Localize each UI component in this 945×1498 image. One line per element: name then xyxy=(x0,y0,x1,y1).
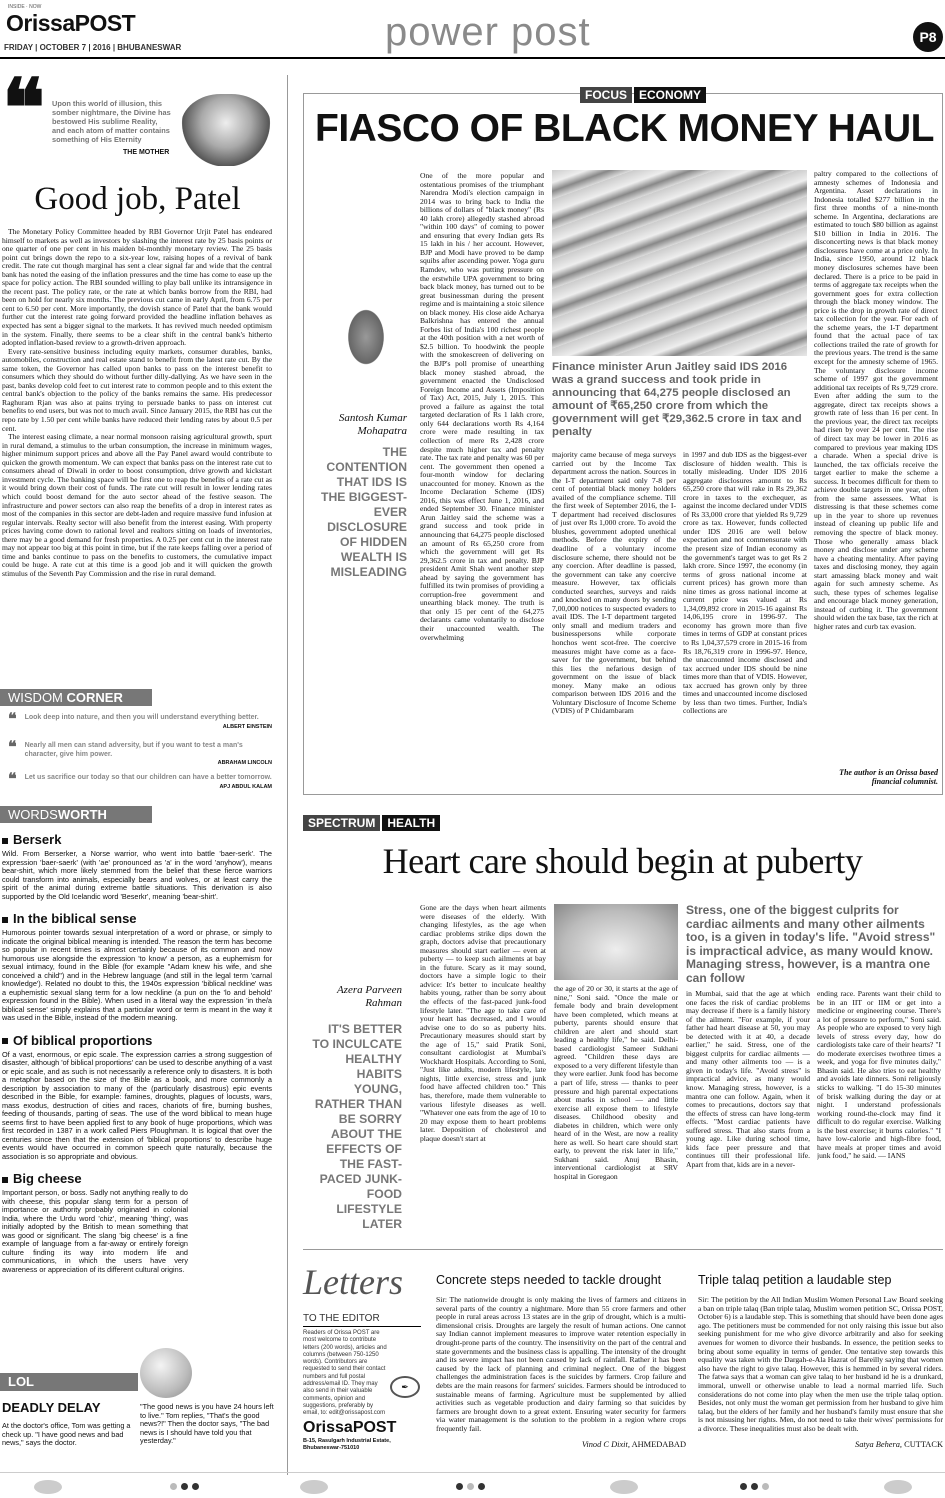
lol-text-1: At the doctor's office, Tom was getting a check up. "I have good news and bad news," says the doctor. xyxy=(2,1421,131,1448)
wordsworth-list xyxy=(2,828,272,1348)
focus-photo-caption: Finance minister Arun Jaitley said IDS 2016 was a grand success and took pride in announcing that 64,275 people disclosed an amount of ₹65,250 crore from which the government will get ₹29,362.5 crore in tax and penalty xyxy=(552,361,802,438)
spectrum-tags xyxy=(303,814,440,832)
focus-col-3: in 1997 and dub IDS as the biggest-ever disclosure of hidden wealth. This is totally misleading. Under IDS 2016 aggregate disclosures amount to Rs 65,250 crore that will rake in Rs 29,362 crore in taxes to the exchequer, as against the income declared under VDIS of Rs 33,000 crore that yielded Rs 9,729 crore as tax. However, funds collected under IDS 2016 are well below expectation and not commensurate with the present size of Indian economy as the government's target was to get Rs 2 lakh crore. Since 1997, the economy (in terms of gross national income at current prices) has grown more than nine times as gross national income at current price was valued at Rs 1,34,09,892 crore in 2015-16 against Rs 14,06,195 crore in 1996-97. The economy has grown more than five times in terms of GDP at constant prices to Rs 1,04,37,579 crore in 2015-16 from Rs 18,76,319 crore in 1996-97. Hence, the unaccounted income disclosed and tax accrued under IDS should be nine times more than that of VDIS. However, tax accrued has grown only by three times and unaccounted income disclosed by less than two times. Further, India's collections are xyxy=(683,451,807,716)
letters-divider xyxy=(303,1249,943,1250)
registration-dots xyxy=(740,1483,769,1490)
wisdom-corner-header xyxy=(0,689,152,706)
registration-mark xyxy=(34,1480,62,1494)
page-number-badge: P8 xyxy=(913,22,943,52)
registration-dots xyxy=(456,1483,485,1490)
heart-hands-photo xyxy=(554,904,678,980)
dot xyxy=(740,1483,747,1490)
pen-icon: ✒ xyxy=(390,1376,420,1398)
letters-address: B-15, Rasulgarh Industrial Estate, Bhubaneswar-751010 xyxy=(303,1438,391,1451)
dot xyxy=(181,1483,188,1490)
entry-text: Important person, or boss. Sadly not anything really to do with cheese, this popular slang term for a person of importance or authority probably originated in colonial India, where the Urdu word 'chiz', meaning 'thing', was initially adopted by the British to mean something that was good or significant. The slang 'big cheese' is a fine example of language from a far-away or entirely foreign culture finding its way into modern life and communications, in which the users have very awareness or appreciation of its different cultural origins. xyxy=(2,1188,188,1274)
focus-headline: FIASCO OF BLACK MONEY HAUL xyxy=(315,107,934,150)
laughing-emoji-icon xyxy=(140,1348,192,1398)
tag-spectrum: SPECTRUM xyxy=(303,815,380,831)
quote-author: THE MOTHER xyxy=(123,149,170,156)
spectrum-caption: Stress, one of the biggest culprits for cardiac ailments and many other ailments too, is a given in today's life. "Avoid stress" is impractical advice, as many would know. Managing stress, however, is a mantra one can follow xyxy=(686,903,936,985)
lol-title: DEADLY DELAY xyxy=(2,1400,101,1415)
dot xyxy=(751,1483,758,1490)
wordsworth-header xyxy=(0,806,152,823)
logo-small: INSIDE · NOW xyxy=(8,4,42,10)
wisdom-text: Nearly all men can stand adversity, but if you want to test a man's character, give him power. xyxy=(24,742,243,758)
spectrum-col-2: the age of 20 or 30, it starts at the age of nine," Soni said. "Once the male or female body and brain development have been completed, which means at puberty, parents should ensure that children are alert and should start leading a healthy life," he said. Delhi-based cardiologist Sameer Sukhani agreed. "Children these days are exposed to a very different lifestyle than they were earlier. Junk food has become a part of life, stress — thanks to peer pressure and high parental expectations about marks in school — and little exercise all expose them to lifestyle diseases. Childhood obesity and diabetes in children, which were only heard of in the West, are now a reality here as well. So heart care should start early, to prevent the risk later in life," Sukhani said. Anuj Bhasin, interventional cardiologist at SRV hospital in Goregaon xyxy=(554,985,678,1182)
letters-info: Readers of Orissa POST are most welcome to contribute letters (200 words), articles and columns (between 750-1250 words). Contributors are requested to send their contact numbers and full postal address/email ID. They may also send in their valuable comments, opinion and suggestions, preferably by email, to: edit@orissapost.com xyxy=(303,1330,387,1417)
wisdom-item xyxy=(8,739,272,770)
spectrum-col-3: in Mumbai, said that the age at which one faces the risk of cardiac problems may decrease if there is a family history of the ailment. "For example, if your father had heart disease at 50, you may be detected with it at 40, a decade earlier," he said. Stress, one of the biggest culprits for cardiac ailments — and many other ailments too — is a given in today's life. "Avoid stress" is impractical advice, as many would know. Managing stress, however, is a mantra one can follow. Again, when it comes to precautions, doctors say that the effects of stress can have long-term effects. "Most cardiac patients have suffered stress. That also starts from a young age. Like during school time, kids face peer pressure and that continues till their professional life. Apart from that, kids are in a never- xyxy=(686,990,810,1169)
spectrum-headline: Heart care should begin at puberty xyxy=(382,841,863,881)
wisdom-text: Look deep into nature, and then you will understand everything better. xyxy=(24,714,259,721)
editorial-para: The Monetary Policy Committee headed by RBI Governor Urjit Patel has endeared himself to markets as well as investors by slashing the interest rate by 25 basis points or one quarter of one per cent in his maiden bi-monthly monetary review. The 25 basis point cut brings down the repo to a six-year low, raising hopes of a revival of bank credit. The rate cut though marginal has sent a clear signal far and wide that the central bank has noted the easing of the inflation pressures and the time has come to ease up the space for policy action. The RBI sounded willing to play ball unlike its intransigence in the recent past. The policy rate, or the rate at which banks borrow from the RBI, had been on hold for nearly six months. The previous cut came in early April, from 6.75 per cent to 6.50 per cent. More importantly, the dovish stance of Patel that the bank would further cut the interest rate going forward provided the headline inflation behaves as expected has sent a bigger signal to the markets. It has revived much needed optimism in the system. Finally, there seems to be a clear shift in the central bank's hitherto adopted inflation-based review to a growth-driven approach. xyxy=(2,228,272,348)
dot xyxy=(478,1483,485,1490)
focus-author-note: The author is an Orissa based financial columnist. xyxy=(839,768,938,786)
rupee-notes-photo xyxy=(552,170,807,356)
letters-title: Letters xyxy=(303,1262,404,1302)
registration-mark xyxy=(300,1480,328,1494)
editorial-para: Every rate-sensitive business including equity markets, consumer durables, banks, automobiles, construction and real estate stand to benefit from the latest rate cut. By the same token, the Governor has called upon banks to pass on the interest benefit to consumers which they should do without further dilly-dallying. As we have seen in the past, banks develop cold feet to cut interest rate to common people and to this extent the central bank's objection to the policy of the banks remains the same. His predecessor Raghuram Rjan was also at pains trying to persuade banks to pass on interest cut benefits to end users, but was not to much avail. Since January 2015, the RBI has cut the repo rate by 1.50 per cent while banks have reduced their lending rates by about 0.5 per cent. xyxy=(2,346,272,433)
letter-2-place: CUTTACK xyxy=(904,1440,943,1449)
letters-subtitle: TO THE EDITOR xyxy=(303,1313,380,1324)
tag-economy: ECONOMY xyxy=(634,87,706,103)
lol-header: LOL xyxy=(0,1373,138,1391)
focus-pull-quote: THE CONTENTION THAT IDS IS THE BIGGEST-EVER DISCLOSURE OF HIDDEN WEALTH IS MISLEADING xyxy=(321,445,407,579)
wisdom-text: Let us sacrifice our today so that our children can have a better tomorrow. xyxy=(24,774,272,781)
dateline: FRIDAY | OCTOBER 7 | 2016 | BHUBANESWAR xyxy=(4,43,182,52)
editorial-title: Good job, Patel xyxy=(34,181,241,217)
entry-heading: Berserk xyxy=(2,832,272,847)
spectrum-pull-quote: IT'S BETTER TO INCULCATE HEALTHY HABITS YOUNG, RATHER THAN BE SORRY ABOUT THE EFFECTS OF THE FAST-PACED JUNK-FOOD LIFESTYLE LATER xyxy=(312,1022,402,1231)
focus-col-1: One of the more popular and ostentatious promises of the triumphant Narendra Modi's election campaign in 2014 was to bring back to India the billions of dollars of "black money" (Rs 40 lakh crore) allegedly stashed abroad "within 100 days" of coming to power and ensuring that every Indian gets Rs 15 lakh in his / her account. However, BJP and Modi have proved to be damp squibs after ascending power. Yoga guru Ramdev, who was putting pressure on the erstwhile UPA government to bring back black money, has turned out to be great businessman during the present regime and is maintaining a stoic silence on black money. His close aide Acharya Balkrishna has entered the annual Forbes list of India's 100 richest people at the 40th position with a net worth of $2.5 billion. To hoodwink the people with the smokescreen of delivering on the BJP's poll promise of unearthing black money stashed abroad, the government enacted the Undisclosed Foreign Income and Assets (Imposition of Tax) Act, 2015, July 1, 2015. This proved a failure as against the total targeted declaration of Rs 1 lakh crore, only 644 declarations worth Rs 4,164 crore were made resulting in tax collection of mere Rs 2,428 crore despite much higher tax and penalty rate. The tax rate and penalty was 60 per cent. The government then opened a four-month window for declaring unaccounted for money. Known as the Income Declaration Scheme (IDS) 2016, this was effect June 1, 2016, and ended September 30. Finance minister Arun Jaitley said the scheme was a grand success and took pride in announcing that 64,275 people disclosed an amount of Rs 65,250 crore from which the government will get Rs 29,362.5 crore in tax and penalty. BJP president Amit Shah went another step ahead by saying the government has fulfilled its twin promises of providing a corruption-free government and unearthing black money. The truth is that only 15 per cent of the 64,275 declarants came voluntarily to disclose their unaccounted wealth. The overwhelming xyxy=(420,172,544,642)
quote-icon: ❝ xyxy=(8,771,17,788)
section-title: power post xyxy=(385,10,591,54)
entry-text: Wild. From Berserker, a Norse warrior, who went into battle 'baer-serk'. The expression 'baer-saerk' (with 'ae' pronounced as 'a' in the word 'anyhow'), means bear-shirt, which more likely stemmed from the belief that these fierce warriors could transform into animals, especially bears and wolves, or at least carry the spirit of the animal during extreme battle situations. This derivation is also supported by the Old Icelandic word 'Beserkr', meaning 'bear-shirt'. xyxy=(2,849,272,901)
wisdom-author: ABRAHAM LINCOLN xyxy=(217,760,272,766)
entry-text: Of a vast, enormous, or epic scale. The expression carries a strong suggestion of disaster, although 'of biblical proportions' can be used to describe anything of a vast or epic scale, and as such is not necessarily a reference only to disasters. It is both a metaphor based on the size of the Bible as a book, and more commonly a description by association to many of the (particularly disastrous) epic events described in the Bible, for example: famines, droughts, plagues of locusts, wars, mass exodus, destruction of cities and races, chariots of fire, burning bushes, feeding of thousands, parting of seas. The use of the word biblical to mean huge seems first to have been applied first to any book of huge proportions, which was first recorded in 1387 in a work called Piers Ploughman. It is logical that over the centuries since then that the extension of 'biblical proportions' to describe huge events would have occurred in common speech quite naturally, because the association is so appropriate and obvious. xyxy=(2,1049,272,1161)
dot xyxy=(192,1483,199,1490)
dot xyxy=(170,1483,177,1490)
wisdom-item xyxy=(8,771,272,800)
focus-byline-2: Mohapatra xyxy=(357,425,407,437)
wisdom-list xyxy=(8,711,272,800)
dot xyxy=(456,1483,463,1490)
quote-mark-icon: ❝ xyxy=(2,66,46,154)
spectrum-col-4: ending race. Parents want their child to be in an IIT or IIM or get into a medicine or engineering course. There's a lot of pressure to perform," Soni said. As people who are exposed to very high levels of stress every day, how do cardiologists take care of their hearts? "I do moderate exercises twothree times a week, and yoga for five minutes daily," Bhasin said. He also tries to eat healthy and avoids late dinners. Soni religiously sticks to walking. "I do 15-30 minutes of brisk walking during the day or at night. I understand professionals working round-the-clock may find it difficult to do regular exercise. Walking is the best exercise; it burns calories." "I have low-calorie and high-fibre food, have meals at proper times and avoid junk food," he said. — IANS xyxy=(817,990,941,1161)
entry-heading: In the biblical sense xyxy=(2,911,272,926)
wisdom-title-a: WISDOM xyxy=(8,690,63,705)
letter-1-title: Concrete steps needed to tackle drought xyxy=(436,1273,662,1287)
dot xyxy=(762,1483,769,1490)
tag-focus: FOCUS xyxy=(580,87,632,103)
lol-text-2: "The good news is you have 24 hours left to live." Tom replies, "That's the good news?!" Then the doctor says, "The bad news is I should have told you that yesterday." xyxy=(140,1402,274,1446)
focus-col-4: paltry compared to the collections of amnesty schemes of Indonesia and Argentina. Asset declarations in Indonesia totalled $277 billion in the first three months of a nine-month scheme. In Argentina, declarations are estimated to touch $80 billion as against $10 billion in India in 2016. The disconcerting news is that black money disclosures have come at a price only. In India, since 1950, around 12 black money disclosures schemes have been declared. There is a price to be paid in terms of aggregate tax receipts when the government goes for extra collection through the black money window. The price is the drop in growth rate of direct tax collection for the year. For each of the scheme years, the I-T department found that the actual pace of tax collections trailed the rate of growth for the previous years. The trend is the same except for the amnesty scheme of 1965. The voluntary disclosure income scheme of 1997 got the government additional tax receipts of Rs 9,729 crore. Even after adding the sum to the aggregate, direct tax receipts shows a growth rate of less than 16 per cent. In the previous year, the direct tax receipts had risen by over 24 per cent. The rise of direct tax may be lower in 2016 as compared to previous year making IDS a charade. When a special drive is launched, the tax officials receive the target earlier to make the scheme a success. It becomes difficult for them to achieve double targets in one year, often from the same assessees. What is distressing is that these schemes come up in the year to shore up revenues instead of cleaning up public life and removing the spectre of black money. Those who generally amass black money and disclose under any scheme have a cheating mentality. After paying taxes and disclosing money, they again start amassing black money and wait again for such amnesty scheme. As such, these types of schemes legalise and encourage black money generation, instead of curbing it. The government should widen the tax base, tax the rich at higher rates and curb tax evasion. xyxy=(814,170,938,631)
entry-text: Humorous pointer towards sexual interpretation of a word or phrase, or simply to indicate the original biblical meaning is intended. The reason the term has become so popular in recent times is almost certainly because of its common and now humorous use alongside the expression 'to know' a person, as a euphemism for sexual intimacy, found in the Bible (for example "Adam knew his wife, and she conceived a child") and in the Hebrew language (and still in the legal term 'carnal knowledge'). Related no doubt to this, the 1940s expression 'biblical neckline' was a euphemistic sexual slang term for a low neckline (a pun on the 'lo and behold' expression found in the Bible). When used in a literal way the expression 'in the/a biblical sense' simply explains that a particular word or term is meant in the way it was used in the Bible, instead of the modern meaning. xyxy=(2,928,272,1022)
quote-icon: ❝ xyxy=(8,739,17,756)
editorial-para: The interest easing climate, a near normal monsoon raising agricultural growth, spurt in rural demand, a stimulus to the urban consumption, the increase in minimum wages, higher minimum support prices and above all the Pay Panel award would contribute to quicken the growth momentum. We can expect that banks pass on the interest rate cut to consumers ahead of Diwali in order to boost consumption, drive growth and kickstart investment cycle. The banking space will be first one to reap the benefits of a rate cut as it would bring down their cost of funds. The rate cut will result in lower lending rates which could boost demand for the auto sector ahead of the festive season. The infrastructure and power sectors can also reap the benefits of a drop in interest rates as most of the companies in this sector are debt-laden and require massive fund infusion at regular intervals. Realty sector will also benefit from the interest easing. With property prices having come down to rational level and realtors sitting on loads of inventories, there may be a good demand for fresh properties. A 0.25 per cent cut in the interest rate may not appear too big at this point in time, but if the rate keeps falling over a period of time and banks continue to pass on the benefits to customers, the cumulative impact could be huge. A rate cut at this time is a good job and it will quicken the growth stimulus of the Seventh Pay Commission and the rise in rural demand. xyxy=(2,432,272,578)
author-photo-mohapatra xyxy=(322,296,410,404)
letters-logo: OrissaPOST xyxy=(303,1419,397,1436)
wisdom-author: APJ ABDUL KALAM xyxy=(219,783,272,790)
letter-2-signature xyxy=(698,1440,943,1449)
footer-rule xyxy=(0,1472,945,1473)
spectrum-col-1: Gone are the days when heart ailments were diseases of the elderly. With changing lifestyles, as the age when cardiac problems strike dips down the graph, doctors advise that precautionary measures should start earlier — even at puberty — to keep such ailments at bay in the future. Scary as it may sound, doctors have a simple logic to their advice: It's better to inculcate healthy habits young, rather than be sorry about the effects of the fast-paced junk-food lifestyle later. "The age to take care of your heart has decreased, and I would advise one to do so as puberty hits. Precautionary measures should start by the age of 15," said Pratik Soni, consultant cardiologist at Mumbai's Wockhardt Hospitals. According to Soni, "Just like adults, modern lifestyle, late nights, little exercise, stress and junk food have affected children too." This has, therefore, made them vulnerable to various lifestyle diseases as well. "Whatever one eats from the age of 10 to 20 may expose them to heart problems later. Deposition of cholesterol and plaque doesn't start at xyxy=(420,904,546,1143)
dot xyxy=(467,1483,474,1490)
letters-subtitle-rule xyxy=(303,1326,421,1327)
letter-1-signature xyxy=(436,1440,686,1449)
wisdom-item xyxy=(8,711,272,740)
left-column-rule xyxy=(287,75,288,1475)
letter-2-title: Triple talaq petition a laudable step xyxy=(698,1273,892,1287)
entry-heading: Big cheese xyxy=(2,1171,272,1186)
letter-2-text: Sir: The petition by the All Indian Muslim Women Personal Law Board seeking a ban on triple talaq (Ban triple talaq, Muslim women petition SC, Orissa POST, October 6) is a laudable step. This is something that should have been done ages ago. The petitioners must be commended for not only raising this issue but also seeking punishment for me who give divorce arbitrarily and also for seeking avenues for women to divorce their husbands. In essence, the petition seeks to bring about some equality in terms of gender. One tentative step towards this equality was taken with the Dargah-e-Ala Hazrat of Bareilly saying that women also have the right to give talaq. However, this is hemmed in by several riders. The fatwa says that a woman can give talaq to her husband id he is a drunkard, immoral, unwell or otherwise unable to lead a normal married life. Such considerations do not come into play when the men use the triple talaq option. Besides, not only must the woman get permission from her husband to give him talaq, but the elders of her family and her husband's family must ensure that she is not misusing her rights. Men, do not need to take their wives' permissions for a divorce. These inequalities must also be dealt with. xyxy=(698,1296,943,1433)
tag-health: HEALTH xyxy=(382,815,440,831)
spectrum-byline-1: Azera Parveen xyxy=(336,984,402,996)
letter-1-text: Sir: The nationwide drought is only making the lives of farmers and citizens in several parts of the country a nightmare. More than 55 crore farmers and other people in rural areas across 13 states are in the grip of drought, which is a multi-dimensional crisis. Droughts are largely the result of human actions. One cannot say Indian cannot implement measures to improve water retention especially in drought-prone parts of the country. The insensitivity on the part of the central and state governments and the business class is appalling. The intensity of the drought and its severe impact has not been caused by lack of rainfall. Rather it has been caused by the lack of planning and criminal neglect. One of the biggest challenges the administration faces is the suicides by farmers. Crop failure and debts are the main reasons for farmers' suicides. Farmers should be introduced to sustainable means of farming. Agriculture must be supplemented by allied activities such as vegetable production and dairy farming so that suicides by farmers are brought down to a great extent. Ensuring water security for farmers via water management is the solution to the problem in a region where crops frequently fail. xyxy=(436,1296,686,1433)
quote-icon: ❝ xyxy=(8,711,17,728)
masthead-logo: OrissaPOST xyxy=(6,10,136,36)
letter-1-sign: Vinod C Dixit, xyxy=(581,1440,630,1449)
registration-mark xyxy=(884,1480,912,1494)
entry-heading: Of biblical proportions xyxy=(2,1033,272,1048)
wisdom-author: ALBERT EINSTEIN xyxy=(222,723,272,730)
wordsworth-title-a: WORDS xyxy=(8,807,58,822)
the-mother-portrait xyxy=(181,94,271,166)
letter-1-place: AHMEDABAD xyxy=(631,1440,686,1449)
focus-col-2: majority came because of mega surveys carried out by the Income Tax department across the nation. Sources in the I-T department said only 7-8 per cent of potential black money holders availed of the compliance scheme. Till the first week of September 2016, the I-T department had received disclosures of just over Rs 1,000 crore. To avoid the blushes, government adopted unethical methods. Before the expiry of the deadline of a voluntary income disclosure scheme, there should not be any coercion. After deadline is passed, the government can take any coercive measure. However, tax officials conducted searches, surveys and raids and knocked on many doors by sending 7,00,000 notices to suspected evaders to avail IDS. The I-T department targeted only small and medium traders and businesspersons while corporate honchos went scot-free. The coercive measures might have come as a face-saver for the government, but behind this lies the nefarious design of government on the issue of black money. Many make an odious comparison between IDS 2016 and the Voluntary Disclosure of Income Scheme (VDIS) of P Chidambaram xyxy=(552,451,676,716)
editorial-body xyxy=(2,228,272,670)
masthead-rule xyxy=(0,57,945,59)
focus-byline-1: Santosh Kumar xyxy=(338,412,407,424)
letter-2-sign: Satya Behera, xyxy=(855,1440,903,1449)
focus-tags xyxy=(580,86,706,104)
registration-dots xyxy=(170,1483,199,1490)
wisdom-title-b: CORNER xyxy=(66,690,123,705)
quote-text: Upon this world of illusion, this somber nightmare, the Divine has bestowed His sublime Reality, and each atom of matter contains something of His Eternity xyxy=(52,99,171,144)
wordsworth-title-b: WORTH xyxy=(57,807,107,822)
registration-mark xyxy=(610,1480,638,1494)
spectrum-byline-2: Rahman xyxy=(365,997,402,1009)
